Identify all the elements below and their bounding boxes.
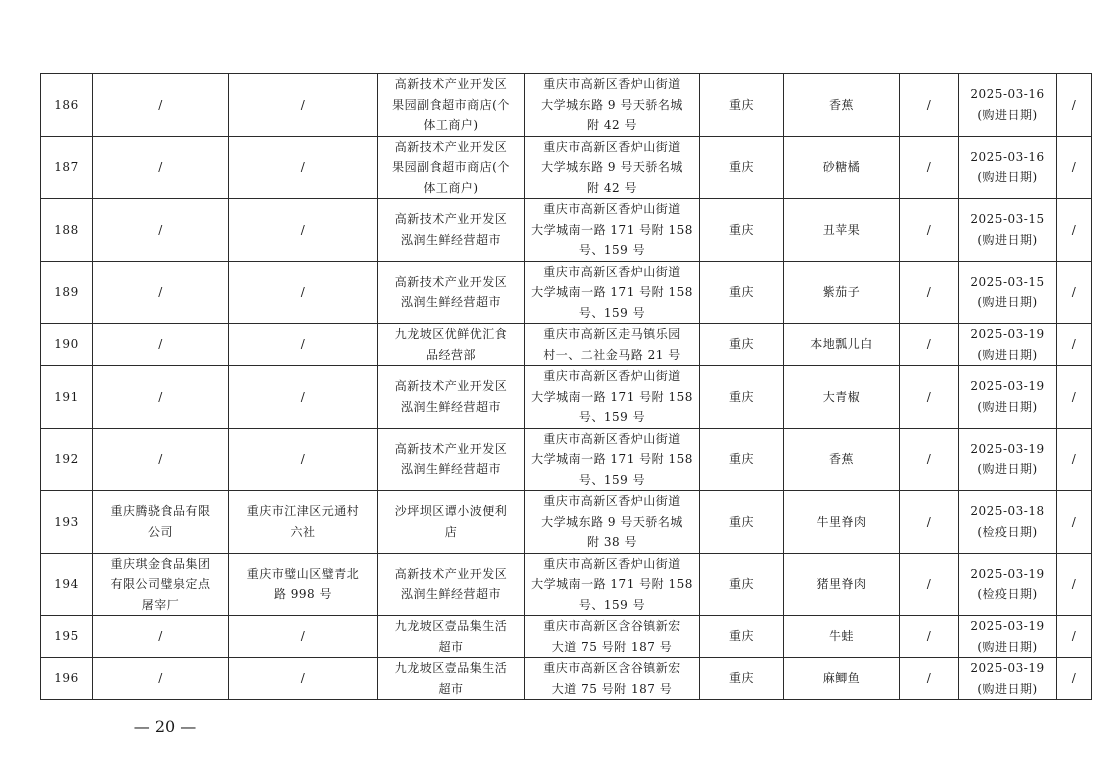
producer-address-cell: 重庆市璧山区璧青北 路 998 号 [229,553,378,616]
province-cell: 重庆 [700,553,784,616]
specification-cell: / [900,261,959,324]
date-cell: 2025-03-19 (购进日期) [959,428,1057,491]
seller-address-cell: 重庆市高新区香炉山街道 大学城南一路 171 号附 158 号、159 号 [525,366,700,429]
trailing-cell: / [1057,491,1092,554]
table-row [41,261,1092,324]
serial-number-cell: 196 [41,658,93,700]
product-name-cell: 紫茄子 [784,261,900,324]
specification-cell: / [900,74,959,137]
producer-address-cell: / [229,428,378,491]
province-cell: 重庆 [700,616,784,658]
seller-address-cell: 重庆市高新区香炉山街道 大学城东路 9 号天骄名城 附 42 号 [525,74,700,137]
producer-name-cell: / [93,261,229,324]
serial-number-cell: 194 [41,553,93,616]
trailing-cell: / [1057,616,1092,658]
product-name-cell: 牛蛙 [784,616,900,658]
seller-name-cell: 九龙坡区壹品集生活 超市 [378,658,525,700]
serial-number-cell: 195 [41,616,93,658]
seller-name-cell: 高新技术产业开发区 果园副食超市商店(个 体工商户) [378,74,525,137]
serial-number-cell: 188 [41,199,93,262]
producer-address-cell: / [229,74,378,137]
province-cell: 重庆 [700,428,784,491]
product-name-cell: 麻鲫鱼 [784,658,900,700]
product-name-cell: 猪里脊肉 [784,553,900,616]
seller-name-cell: 高新技术产业开发区 泓润生鲜经营超市 [378,428,525,491]
trailing-cell: / [1057,553,1092,616]
table-row [41,616,1092,658]
seller-name-cell: 沙坪坝区谭小波便利 店 [378,491,525,554]
seller-name-cell: 高新技术产业开发区 泓润生鲜经营超市 [378,553,525,616]
producer-address-cell: / [229,136,378,199]
producer-name-cell: / [93,658,229,700]
trailing-cell: / [1057,366,1092,429]
specification-cell: / [900,199,959,262]
producer-name-cell: / [93,324,229,366]
producer-address-cell: 重庆市江津区元通村 六社 [229,491,378,554]
producer-name-cell: / [93,428,229,491]
seller-address-cell: 重庆市高新区香炉山街道 大学城东路 9 号天骄名城 附 38 号 [525,491,700,554]
sampling-results-table [40,73,1092,700]
product-name-cell: 大青椒 [784,366,900,429]
producer-name-cell: / [93,136,229,199]
producer-address-cell: / [229,324,378,366]
producer-name-cell: / [93,199,229,262]
specification-cell: / [900,658,959,700]
table-row [41,428,1092,491]
province-cell: 重庆 [700,658,784,700]
date-cell: 2025-03-19 (购进日期) [959,366,1057,429]
specification-cell: / [900,491,959,554]
specification-cell: / [900,366,959,429]
serial-number-cell: 193 [41,491,93,554]
producer-name-cell: / [93,616,229,658]
product-name-cell: 丑苹果 [784,199,900,262]
seller-address-cell: 重庆市高新区香炉山街道 大学城南一路 171 号附 158 号、159 号 [525,428,700,491]
product-name-cell: 砂糖橘 [784,136,900,199]
table-row [41,324,1092,366]
producer-name-cell: 重庆腾骁食品有限 公司 [93,491,229,554]
seller-address-cell: 重庆市高新区含谷镇新宏 大道 75 号附 187 号 [525,658,700,700]
specification-cell: / [900,616,959,658]
trailing-cell: / [1057,324,1092,366]
date-cell: 2025-03-19 (购进日期) [959,616,1057,658]
page-number: — 20 — [133,717,197,736]
seller-name-cell: 高新技术产业开发区 泓润生鲜经营超市 [378,261,525,324]
date-cell: 2025-03-19 (购进日期) [959,324,1057,366]
seller-address-cell: 重庆市高新区香炉山街道 大学城南一路 171 号附 158 号、159 号 [525,261,700,324]
province-cell: 重庆 [700,261,784,324]
trailing-cell: / [1057,199,1092,262]
trailing-cell: / [1057,658,1092,700]
trailing-cell: / [1057,136,1092,199]
date-cell: 2025-03-19 (购进日期) [959,658,1057,700]
serial-number-cell: 189 [41,261,93,324]
seller-name-cell: 高新技术产业开发区 泓润生鲜经营超市 [378,366,525,429]
date-cell: 2025-03-18 (检疫日期) [959,491,1057,554]
specification-cell: / [900,553,959,616]
province-cell: 重庆 [700,199,784,262]
table-row [41,74,1092,137]
province-cell: 重庆 [700,74,784,137]
serial-number-cell: 191 [41,366,93,429]
table-row [41,136,1092,199]
seller-address-cell: 重庆市高新区香炉山街道 大学城南一路 171 号附 158 号、159 号 [525,199,700,262]
seller-address-cell: 重庆市高新区香炉山街道 大学城东路 9 号天骄名城 附 42 号 [525,136,700,199]
date-cell: 2025-03-16 (购进日期) [959,136,1057,199]
producer-name-cell: 重庆琪金食品集团 有限公司璧泉定点 屠宰厂 [93,553,229,616]
province-cell: 重庆 [700,324,784,366]
product-name-cell: 牛里脊肉 [784,491,900,554]
serial-number-cell: 186 [41,74,93,137]
seller-name-cell: 高新技术产业开发区 泓润生鲜经营超市 [378,199,525,262]
serial-number-cell: 190 [41,324,93,366]
seller-name-cell: 九龙坡区壹品集生活 超市 [378,616,525,658]
seller-address-cell: 重庆市高新区走马镇乐园 村一、二社金马路 21 号 [525,324,700,366]
seller-name-cell: 九龙坡区优鲜优汇食 品经营部 [378,324,525,366]
trailing-cell: / [1057,261,1092,324]
specification-cell: / [900,428,959,491]
table-row [41,658,1092,700]
producer-name-cell: / [93,74,229,137]
specification-cell: / [900,324,959,366]
trailing-cell: / [1057,428,1092,491]
serial-number-cell: 187 [41,136,93,199]
province-cell: 重庆 [700,491,784,554]
producer-address-cell: / [229,199,378,262]
product-name-cell: 香蕉 [784,74,900,137]
producer-address-cell: / [229,366,378,429]
trailing-cell: / [1057,74,1092,137]
product-name-cell: 香蕉 [784,428,900,491]
serial-number-cell: 192 [41,428,93,491]
table-row [41,553,1092,616]
table-row [41,199,1092,262]
producer-address-cell: / [229,616,378,658]
date-cell: 2025-03-19 (检疫日期) [959,553,1057,616]
table-row [41,491,1092,554]
producer-address-cell: / [229,261,378,324]
date-cell: 2025-03-15 (购进日期) [959,261,1057,324]
seller-address-cell: 重庆市高新区含谷镇新宏 大道 75 号附 187 号 [525,616,700,658]
product-name-cell: 本地瓢儿白 [784,324,900,366]
province-cell: 重庆 [700,136,784,199]
specification-cell: / [900,136,959,199]
date-cell: 2025-03-16 (购进日期) [959,74,1057,137]
producer-name-cell: / [93,366,229,429]
producer-address-cell: / [229,658,378,700]
date-cell: 2025-03-15 (购进日期) [959,199,1057,262]
table-row [41,366,1092,429]
province-cell: 重庆 [700,366,784,429]
seller-name-cell: 高新技术产业开发区 果园副食超市商店(个 体工商户) [378,136,525,199]
seller-address-cell: 重庆市高新区香炉山街道 大学城南一路 171 号附 158 号、159 号 [525,553,700,616]
